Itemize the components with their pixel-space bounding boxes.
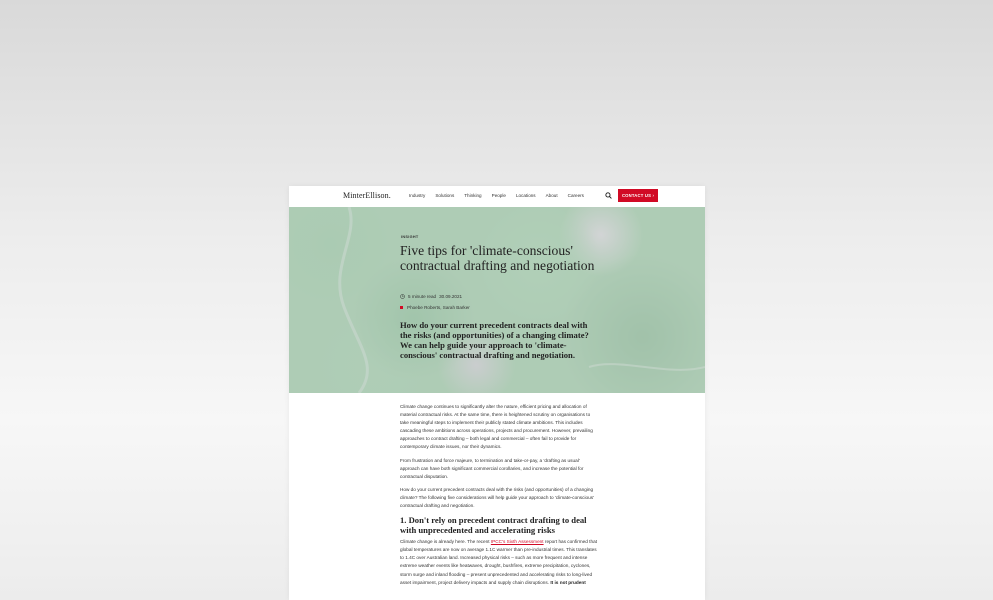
article-tag: INSIGHT: [401, 235, 419, 239]
authors-line: [400, 305, 470, 310]
paragraph: From frustration and force majeure, to termination and take-or-pay, a 'drafting as usual' approach can have both significant commercial corollaries, and increase the potential for contractual disputation.: [400, 457, 584, 479]
paragraph: [400, 538, 600, 587]
article-title: Five tips for 'climate-conscious' contractual drafting and negotiation: [400, 243, 595, 273]
paragraph-text: Climate change is already here. The recent: [400, 539, 491, 545]
article-meta: [400, 294, 462, 299]
menu-item-industry[interactable]: Industry: [409, 193, 426, 198]
hero-overlay: [289, 207, 705, 393]
menu-item-about[interactable]: About: [545, 193, 558, 198]
article-body: [400, 403, 600, 592]
menu-item-locations[interactable]: Locations: [515, 193, 536, 198]
publish-date: 30.09.2021: [439, 294, 463, 299]
paragraph-bold: It is not prudent: [550, 579, 586, 585]
main-menu: [409, 193, 584, 198]
logo[interactable]: MinterEllison.: [343, 191, 391, 200]
menu-item-thinking[interactable]: Thinking: [464, 193, 482, 198]
contact-us-button[interactable]: CONTACT US ›: [618, 189, 658, 202]
clock-icon: [400, 294, 405, 299]
hero-banner: [289, 207, 705, 393]
paragraph: Climate change continues to significantly alter the nature, efficient pricing and allocation of material contractual risks. At the same time, there is heightened scrutiny on organisations to take meaningful steps to implement their publicly stated climate ambitions. This includes cascading these ambitions across operations, projects and procurement. However, prevailing approaches to contract drafting – both legal and commercial – often fail to provide for contemporary climate issues, nor their dynamics.: [400, 404, 593, 450]
menu-item-careers[interactable]: Careers: [567, 193, 584, 198]
section-heading: 1. Don't rely on precedent contract drafting to deal with unprecedented and accelerating risks: [400, 515, 587, 536]
search-icon[interactable]: [605, 192, 612, 199]
menu-item-solutions[interactable]: Solutions: [435, 193, 455, 198]
ipcc-report-link[interactable]: IPCC's Sixth Assessment: [490, 539, 544, 545]
paragraph-text: report has confirmed that global temperatures are now on average 1.1C warmer than pre-industrial times. This translates to 1.4C over Australian land. Increased physical risks – such as more frequent and intense extreme weather events like heatwaves, drought, bushfires, extreme precipitation, cyclones, storm surge and inland flooding – present unprecedented and accelerating risks to long-lived asset impairment, project delivery impacts and supply chain disruptions.: [400, 539, 598, 585]
top-nav: [289, 186, 705, 207]
read-time: 5 minute read: [408, 294, 437, 299]
menu-item-people[interactable]: People: [491, 193, 506, 198]
browser-page: [289, 186, 705, 600]
paragraph: How do your current precedent contracts deal with the risks (and opportunities) of a changing climate? The following five considerations will help guide your approach to 'climate-conscious' contractual drafting and negotiation.: [400, 486, 594, 509]
author-marker-icon: [400, 306, 403, 309]
article-lead: How do your current precedent contracts deal with the risks (and opportunities) of a changing climate? We can help guide your approach to 'climate-conscious' contractual drafting and negotiation.: [400, 320, 589, 360]
author-names[interactable]: Phoebe Roberts, Sarah Barker: [407, 305, 470, 310]
